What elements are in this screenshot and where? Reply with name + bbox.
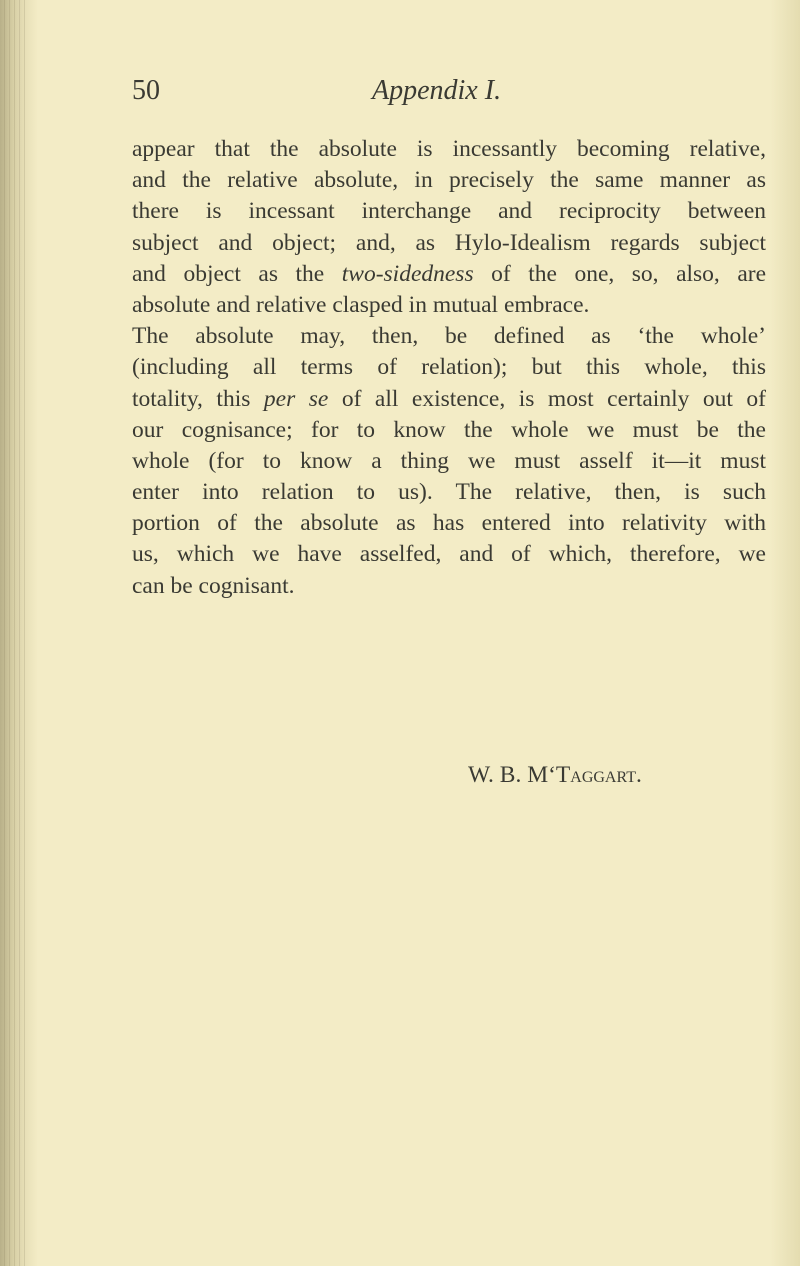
text-line: and object as the two-sidedness of the one, so, also, are [132,260,767,287]
text-line: The absolute may, then, be defined as ‘the whole’ [132,323,766,350]
text-line: totality, this per se of all existence, is most certainly out of [132,385,766,412]
text-line: absolute and relative clasped in mutual embrace. [132,291,590,318]
text-line: (including all terms of relation); but this whole, this [132,354,766,381]
text-line: us, which we have asselfed, and of which, therefore, we [132,541,766,568]
text-line: subject and object; and, as Hylo-Idealism regards subject [132,229,766,256]
text-line: our cognisance; for to know the whole we must be the [132,416,766,443]
text-line: and the relative absolute, in precisely the same manner as [132,167,766,194]
text-line: can be cognisant. [132,572,295,599]
page-header [132,74,764,110]
running-head: Appendix I. [372,75,502,106]
author-signature: W. B. M‘Taggart. [468,762,642,788]
italic-phrase: per se [263,385,329,412]
page-number: 50 [132,75,160,106]
italic-phrase: two-sidedness [341,260,474,287]
text-line: enter into relation to us). The relative, then, is such [132,479,766,506]
binding-gutter [4,0,26,1266]
page-edge-right [770,0,800,1266]
text-line: whole (for to know a thing we must asself it—it must [132,447,766,474]
body-text [132,134,766,602]
text-line: portion of the absolute as has entered into relativity with [132,510,766,537]
text-line: appear that the absolute is incessantly becoming relative, [132,136,766,162]
text-line: there is incessant interchange and reciprocity between [132,198,766,225]
